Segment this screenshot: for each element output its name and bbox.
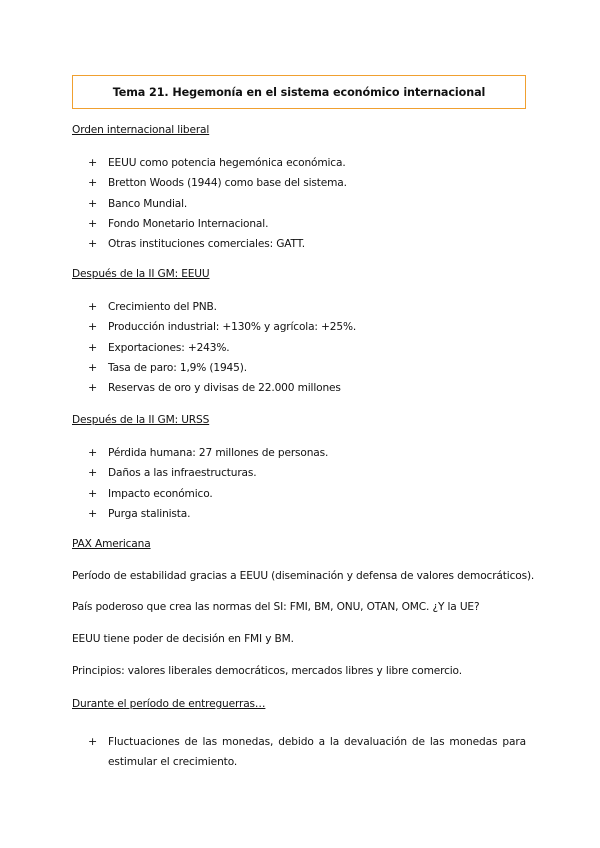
page-title: Tema 21. Hegemonía en el sistema económico internacional xyxy=(112,85,486,99)
section-heading-urss: Después de la II GM: URSS xyxy=(72,414,210,426)
bullet-mark: + xyxy=(88,156,98,169)
bullet-mark: + xyxy=(88,320,98,334)
bullet-mark: + xyxy=(88,176,98,190)
paragraph: Período de estabilidad gracias a EEUU (diseminación y defensa de valores democráticos). xyxy=(72,570,535,582)
bullet-mark: + xyxy=(88,466,98,480)
bullet-mark: + xyxy=(88,486,98,500)
bullet-mark: + xyxy=(88,381,98,395)
document-page: Tema 21. Hegemonía en el sistema económico internacional Orden internacional liberal + EEUU como potencia hegemónica económica. + Bretton Woods (1944) como base del sistema. + Banco Mundial. + Fondo Monetario Internacional. + Otras instituciones comerciales: GATT. Después de la II GM: EEUU + Crecimiento del PNB. + Producción industrial: +130% y agrícola: +25%. + Exportaciones: +243%. + Tasa de paro: 1,9% (1945). + Reservas de oro y divisas de 22.000 millones Después de la II GM: URSS + Pérdida humana: 27 millones de personas. + Daños a las infraestructuras. + Impacto económico. + Purga stalinista. PAX Americana Período de estabilidad gracias a EEUU (diseminación y defensa de valores democráticos). País poderoso que crea las normas del SI: FMI, BM, ONU, OTAN, OMC. ¿Y la UE? EEUU tiene poder de decisión en FMI y BM. Principios: valores liberales democráticos, mercados libres y libre comercio. Durante el período de entreguerras… + Fluctuaciones de las monedas, debido a la devaluación de las monedas para estimular el crecimiento. xyxy=(0,0,600,848)
paragraph: EEUU tiene poder de decisión en FMI y BM. xyxy=(72,633,294,645)
bullet-mark: + xyxy=(88,360,98,374)
bullet-mark: + xyxy=(88,196,98,210)
bullet-mark: + xyxy=(88,340,98,354)
section-heading-pax: PAX Americana xyxy=(72,538,151,550)
section-heading-eeuu: Después de la II GM: EEUU xyxy=(72,268,210,280)
list-item: Fluctuaciones de las monedas, debido a la devaluación de las monedas para estimular el crecimiento. xyxy=(108,736,526,769)
bullet-mark: + xyxy=(88,506,98,520)
bullet-mark: + xyxy=(88,446,98,459)
section-heading-entreguerras: Durante el período de entreguerras… xyxy=(72,698,266,710)
bullet-mark: + xyxy=(88,216,98,230)
bullet-mark: + xyxy=(88,735,98,748)
bullet-mark: + xyxy=(88,300,98,313)
paragraph: Principios: valores liberales democráticos, mercados libres y libre comercio. xyxy=(72,665,462,677)
title-box xyxy=(72,75,526,109)
bullet-mark: + xyxy=(88,237,98,251)
paragraph: País poderoso que crea las normas del SI: FMI, BM, ONU, OTAN, OMC. ¿Y la UE? xyxy=(72,601,480,613)
section-heading-orden: Orden internacional liberal xyxy=(72,124,210,136)
